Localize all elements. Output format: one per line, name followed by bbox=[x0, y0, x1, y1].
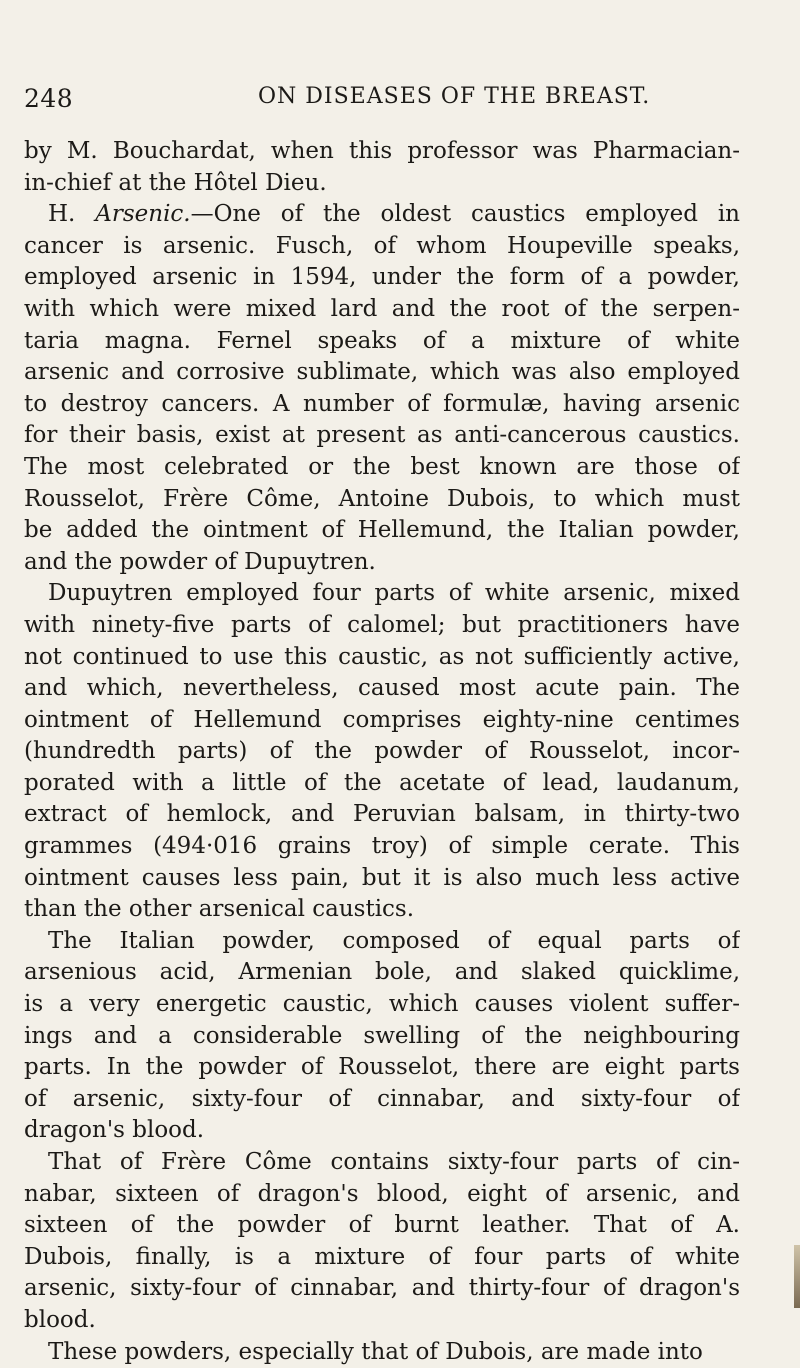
body-text bbox=[24, 136, 740, 1368]
running-title: ON DISEASES OF THE BREAST. bbox=[258, 84, 651, 109]
paragraph bbox=[24, 199, 740, 578]
text-line: not continued to use this caustic, as not sufficiently active, bbox=[24, 643, 740, 670]
text-line: nabar, sixteen of dragon's blood, eight of arsenic, and bbox=[24, 1180, 740, 1207]
paragraph bbox=[24, 136, 740, 199]
text-line: and the powder of Dupuytren. bbox=[24, 548, 376, 575]
text-line: Dubois, finally, is a mixture of four parts of white bbox=[24, 1243, 740, 1270]
text-line: than the other arsenical caustics. bbox=[24, 896, 415, 923]
text-line: with ninety-five parts of calomel; but practitioners have bbox=[24, 611, 740, 638]
text-line: of arsenic, sixty-four of cinnabar, and sixty-four of bbox=[24, 1085, 740, 1112]
text-line: be added the ointment of Hellemund, the Italian powder, bbox=[24, 517, 740, 544]
text-line: with which were mixed lard and the root of the serpen- bbox=[24, 295, 740, 322]
page-header bbox=[0, 84, 800, 120]
text-line: ings and a considerable swelling of the neighbouring bbox=[24, 1022, 740, 1049]
text-line: The Italian powder, composed of equal parts of bbox=[48, 927, 740, 954]
text-line: cancer is arsenic. Fusch, of whom Houpeville speaks, bbox=[24, 232, 740, 259]
text-line: ointment causes less pain, but it is also much less active bbox=[24, 864, 740, 891]
text-line: Rousselot, Frère Côme, Antoine Dubois, to which must bbox=[24, 485, 740, 512]
page-edge-shadow bbox=[794, 1245, 800, 1308]
text-line: (hundredth parts) of the powder of Rousselot, incor- bbox=[24, 738, 740, 765]
text-line: for their basis, exist at present as anti-cancerous caustics. bbox=[24, 422, 740, 449]
text-line bbox=[24, 199, 740, 231]
text-line: ointment of Hellemund comprises eighty-nine centimes bbox=[24, 706, 740, 733]
paragraph bbox=[24, 926, 740, 1147]
text-line: porated with a little of the acetate of lead, laudanum, bbox=[24, 769, 740, 796]
text-line: arsenic, sixty-four of cinnabar, and thirty-four of dragon's bbox=[24, 1275, 740, 1302]
text-run: —One of the oldest caustics employed in bbox=[190, 201, 740, 228]
text-line: blood. bbox=[24, 1306, 96, 1333]
text-line: arsenious acid, Armenian bole, and slaked quicklime, bbox=[24, 959, 740, 986]
text-line: is a very energetic caustic, which causes violent suffer- bbox=[24, 991, 740, 1018]
text-line: arsenic and corrosive sublimate, which was also employed bbox=[24, 359, 740, 386]
text-line: dragon's blood. bbox=[24, 1117, 205, 1144]
text-line: grammes (494·016 grains troy) of simple cerate. This bbox=[24, 833, 740, 860]
paragraph bbox=[24, 1337, 740, 1368]
paragraph bbox=[24, 578, 740, 926]
paragraph bbox=[24, 1147, 740, 1337]
page-number: 248 bbox=[24, 84, 74, 113]
text-line: taria magna. Fernel speaks of a mixture of white bbox=[24, 327, 740, 354]
text-line: sixteen of the powder of burnt leather. That of A. bbox=[24, 1212, 740, 1239]
text-line: The most celebrated or the best known are those of bbox=[24, 453, 740, 480]
text-line: These powders, especially that of Dubois, are made into bbox=[48, 1338, 703, 1365]
text-line: That of Frère Côme contains sixty-four parts of cin- bbox=[48, 1149, 740, 1175]
text-run: H. bbox=[48, 201, 96, 228]
text-line: extract of hemlock, and Peruvian balsam, in thirty-two bbox=[24, 801, 740, 828]
text-line: by M. Bouchardat, when this professor was Pharmacian- bbox=[24, 138, 740, 164]
text-line: Dupuytren employed four parts of white arsenic, mixed bbox=[48, 580, 740, 607]
text-line: in-chief at the Hôtel Dieu. bbox=[24, 169, 327, 196]
italic-heading: Arsenic. bbox=[95, 201, 191, 228]
text-line: employed arsenic in 1594, under the form of a powder, bbox=[24, 264, 740, 291]
text-line: parts. In the powder of Rousselot, there are eight parts bbox=[24, 1054, 740, 1081]
text-line: and which, nevertheless, caused most acute pain. The bbox=[24, 675, 740, 702]
text-line: to destroy cancers. A number of formulæ, having arsenic bbox=[24, 390, 740, 417]
